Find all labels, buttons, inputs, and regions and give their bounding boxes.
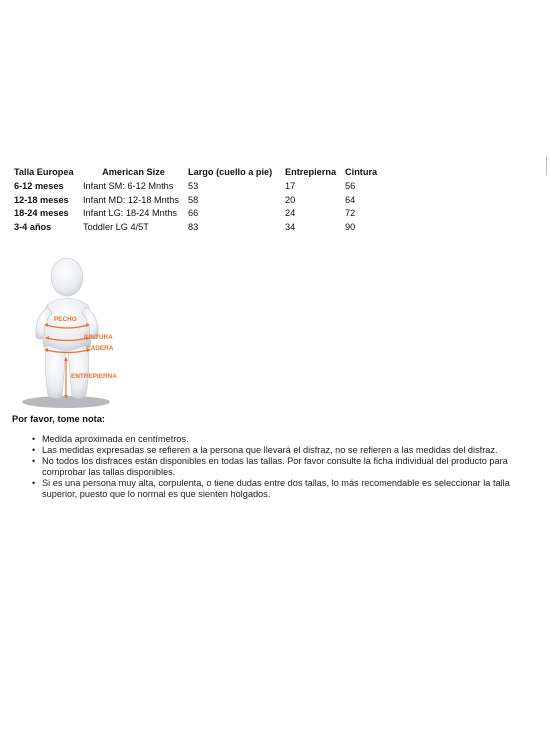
torso-shape: [43, 298, 92, 351]
note-text: Si es una persona muy alta, corpulenta, o tiene dudas entre dos tallas, lo más recomendable es seleccionar la talla superior, puesto que lo normal es que sienten holgados.: [42, 478, 510, 500]
list-item: [32, 434, 544, 445]
note-text: Las medidas expresadas se refieren a la persona que llevará el disfraz, no se refieren a las medidas del disfraz.: [42, 445, 498, 456]
size-chart-table: [12, 166, 385, 235]
table-row: [12, 221, 385, 235]
left-leg-shape: [45, 345, 66, 399]
header-american-size: American Size: [102, 167, 165, 177]
header-entrepierna: Entrepierna: [285, 167, 337, 177]
table-row: [12, 194, 385, 208]
label-inseam: ENTREPIERNA: [71, 373, 117, 380]
bullet-icon: •: [32, 456, 36, 467]
cell-largo: 66: [188, 208, 199, 219]
right-leg-shape: [68, 345, 89, 399]
cell-euro-size: 12-18 meses: [14, 194, 69, 205]
edge-divider: [546, 157, 550, 175]
cell-entrepierna: 24: [285, 208, 296, 219]
cell-american-size: Toddler LG 4/5T: [83, 222, 149, 233]
cell-american-size: Infant LG: 18-24 Mnths: [83, 208, 177, 219]
cell-american-size: Infant SM: 6-12 Mnths: [83, 180, 174, 191]
bullet-icon: •: [32, 445, 36, 456]
notes-title: Por favor, tome nota:: [12, 414, 105, 424]
cell-euro-size: 3-4 años: [14, 222, 52, 233]
cell-cintura: 64: [345, 194, 356, 205]
cell-euro-size: 6-12 meses: [14, 180, 64, 191]
list-item: [32, 456, 544, 478]
cell-largo: 58: [188, 194, 199, 205]
head-shape: [51, 258, 83, 296]
header-cintura: Cintura: [345, 167, 378, 177]
cell-largo: 53: [188, 180, 199, 191]
header-largo: Largo (cuello a pie): [188, 167, 273, 177]
table-header-row: [12, 166, 385, 180]
cell-entrepierna: 17: [285, 180, 296, 191]
note-text: No todos los disfraces están disponibles en todas las tallas. Por favor consulte la ficha individual del producto para comprobar las tallas disponibles.: [42, 456, 508, 478]
bullet-icon: •: [32, 478, 36, 489]
list-item: [32, 478, 544, 500]
cell-entrepierna: 34: [285, 222, 296, 233]
baby-figure-svg: [14, 255, 134, 415]
label-waist: CINTURA: [84, 334, 113, 341]
cell-cintura: 90: [345, 222, 356, 233]
cell-largo: 83: [188, 222, 199, 233]
label-chest: PECHO: [54, 316, 77, 323]
note-text: Medida aproximada en centímetros.: [42, 434, 189, 444]
cell-cintura: 56: [345, 180, 356, 191]
cell-cintura: 72: [345, 208, 356, 219]
baby-measurement-illustration: [14, 255, 134, 415]
notes-list: [32, 434, 544, 501]
list-item: [32, 445, 544, 456]
bullet-icon: •: [32, 434, 36, 444]
header-talla-europea: Talla Europea: [14, 167, 74, 177]
table-row: [12, 180, 385, 194]
cell-entrepierna: 20: [285, 194, 296, 205]
table-row: [12, 207, 385, 221]
cell-american-size: Infant MD: 12-18 Mnths: [83, 194, 180, 205]
label-hip: CADERA: [86, 345, 114, 352]
cell-euro-size: 18-24 meses: [14, 208, 69, 219]
